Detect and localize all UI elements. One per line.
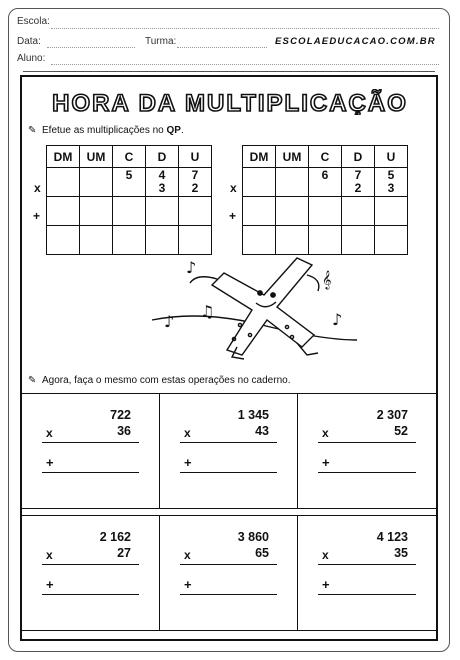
instruction-caderno-text: Agora, faça o mesmo com estas operações no caderno. (42, 375, 291, 386)
qp1-head-d: D (146, 146, 179, 168)
plus-sign: + (322, 577, 330, 592)
result-line (318, 564, 416, 565)
qp2-top-c: 6 (321, 168, 329, 182)
qp1-cell (113, 168, 146, 197)
multiplicand: 1 345 (237, 408, 269, 422)
qp2-cell (309, 168, 342, 197)
qp1-head-dm: DM (47, 146, 80, 168)
qp2-head-u: U (375, 146, 408, 168)
multiplicand: 3 860 (237, 530, 269, 544)
multiplication-mascot-illustration (142, 255, 362, 360)
treble-clef-icon: 𝄞 (322, 270, 332, 289)
instruction-qp-bold: QP (166, 125, 181, 136)
instruction-qp-suffix: . (180, 125, 184, 136)
operations-row-1 (22, 393, 436, 509)
qp2-cell (342, 168, 375, 197)
result-line (318, 594, 416, 595)
pencil-icon: ✎ (28, 125, 37, 136)
qp2-cell (375, 168, 408, 197)
pencil-icon: ✎ (28, 375, 37, 386)
result-line (180, 472, 277, 473)
multiplier: 35 (394, 546, 408, 560)
plus-sign: + (46, 577, 54, 592)
qp1-top-c: 5 (125, 168, 133, 182)
activity-frame (20, 75, 438, 641)
result-line (42, 594, 139, 595)
multiplicand: 722 (110, 408, 131, 422)
turma-line (177, 47, 267, 48)
music-note-icon: ♪ (332, 310, 343, 329)
qp2-head-d: D (342, 146, 375, 168)
qp2-cell (243, 168, 276, 197)
qp2-bottom-u: 3 (387, 181, 395, 195)
result-line (180, 594, 277, 595)
multiplier: 52 (394, 424, 408, 438)
worksheet-title (30, 89, 430, 115)
qp1-times-sign: x (34, 181, 41, 195)
escola-label: Escola: (17, 16, 50, 27)
plus-sign: + (184, 577, 192, 592)
header-separator (23, 71, 435, 72)
operation-box (22, 394, 160, 508)
qp2-cell (276, 168, 309, 197)
result-line (42, 442, 139, 443)
brand-logo-text: ESCOLAEDUCACAO.COM.BR (275, 36, 436, 47)
qp1-head-u: U (179, 146, 212, 168)
times-sign: x (184, 426, 191, 440)
operations-row-2 (22, 515, 436, 631)
data-line (47, 47, 135, 48)
qp1-cell (47, 168, 80, 197)
qp1-cell (179, 168, 212, 197)
qp1-bottom-d: 3 (158, 181, 166, 195)
instruction-qp (28, 125, 184, 136)
qp1-cell (146, 168, 179, 197)
result-line (180, 564, 277, 565)
aluno-label: Aluno: (17, 53, 46, 64)
multiplicand: 4 123 (376, 530, 408, 544)
multiplicand: 2 307 (376, 408, 408, 422)
plus-sign: + (184, 455, 192, 470)
qp1-head-um: UM (80, 146, 113, 168)
music-note-icon: ♪ (164, 312, 175, 331)
times-sign: x (322, 426, 329, 440)
multiplier: 65 (255, 546, 269, 560)
operation-box (298, 394, 436, 508)
music-note-icon: ♪ (186, 258, 197, 277)
svg-text:HORA DA MULTIPLICAÇÃO: HORA DA MULTIPLICAÇÃO (52, 90, 408, 115)
multiplier: 36 (117, 424, 131, 438)
qp2-head-um: UM (276, 146, 309, 168)
aluno-line (51, 64, 439, 65)
qp2-times-sign: x (230, 181, 237, 195)
qp2-top-u: 5 (387, 168, 395, 182)
qp2-head-dm: DM (243, 146, 276, 168)
data-label: Data: (17, 36, 41, 47)
turma-label: Turma: (145, 36, 177, 47)
multiplier: 43 (255, 424, 269, 438)
instruction-qp-text: Efetue as multiplicações no (42, 125, 164, 136)
qp2-bottom-d: 2 (354, 181, 362, 195)
qp1-cell (80, 168, 113, 197)
times-sign: x (184, 548, 191, 562)
qp1-top-d: 4 (158, 168, 166, 182)
qp1-head-c: C (113, 146, 146, 168)
escola-line (51, 28, 439, 29)
qp2-plus-sign: + (229, 209, 237, 223)
plus-sign: + (322, 455, 330, 470)
qp1-top-u: 7 (191, 168, 199, 182)
operation-box (298, 516, 436, 630)
operation-box (22, 516, 160, 630)
result-line (42, 564, 139, 565)
qp1-plus-sign: + (33, 209, 41, 223)
times-sign: x (322, 548, 329, 562)
multiplier: 27 (117, 546, 131, 560)
operation-box (160, 516, 298, 630)
result-line (318, 442, 416, 443)
result-line (180, 442, 277, 443)
times-sign: x (46, 426, 53, 440)
instruction-caderno (28, 375, 290, 386)
qp2-top-d: 7 (354, 168, 362, 182)
multiplicand: 2 162 (99, 530, 131, 544)
result-line (42, 472, 139, 473)
operation-box (160, 394, 298, 508)
music-note-icon: ♫ (200, 302, 215, 321)
result-line (318, 472, 416, 473)
qp1-bottom-u: 2 (191, 181, 199, 195)
times-sign: x (46, 548, 53, 562)
qp2-head-c: C (309, 146, 342, 168)
plus-sign: + (46, 455, 54, 470)
